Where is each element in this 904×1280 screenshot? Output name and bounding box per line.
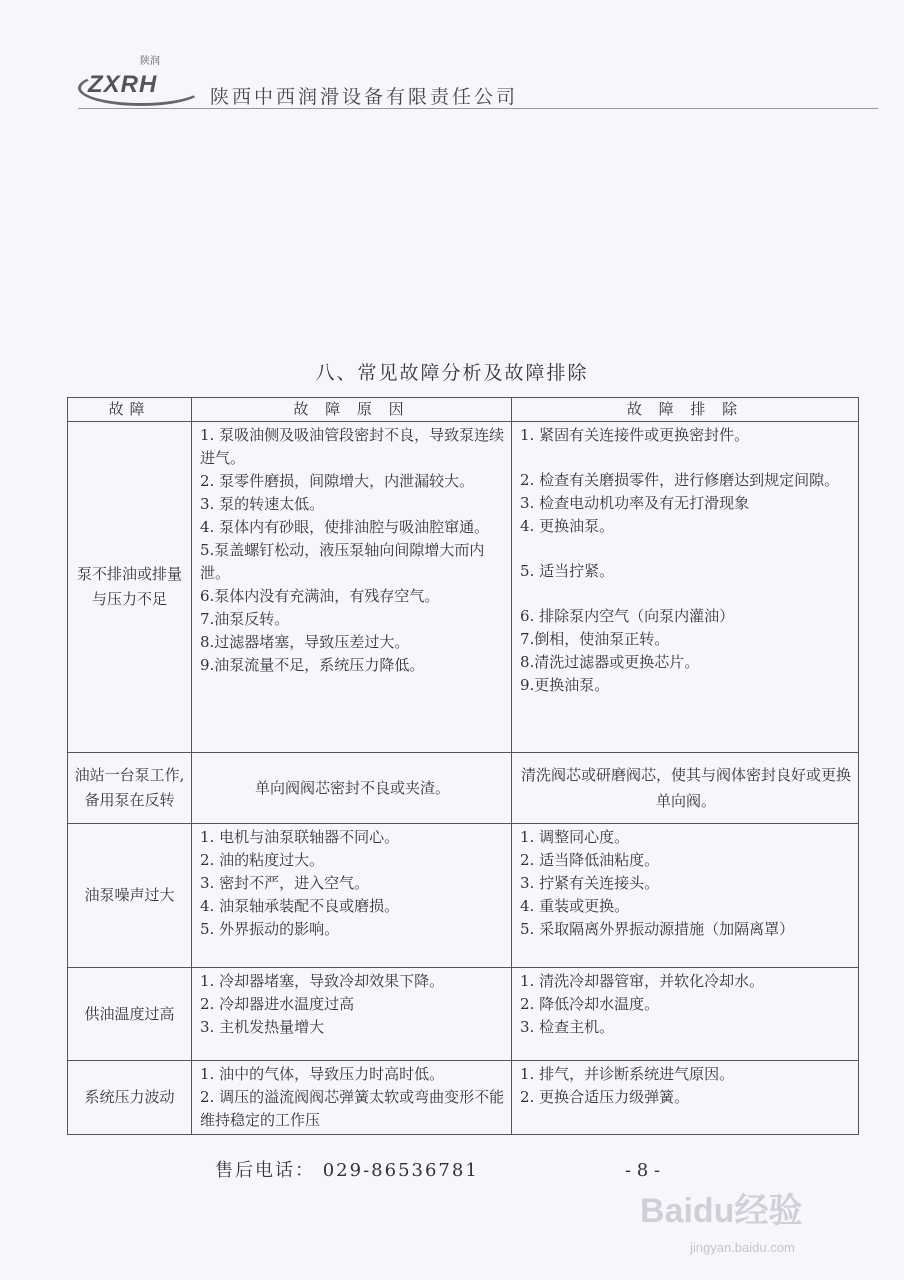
fault-cell: 泵不排油或排量与压力不足 bbox=[68, 422, 192, 753]
fault-cell: 系统压力波动 bbox=[68, 1061, 192, 1135]
cause-item: 4. 油泵轴承装配不良或磨损。 bbox=[200, 897, 400, 915]
cause-item: 1. 泵吸油侧及吸油管段密封不良，导致泵连续进气。 bbox=[200, 426, 505, 467]
remedy-item: 清洗阀芯或研磨阀芯，使其与阀体密封良好或更换单向阀。 bbox=[520, 766, 851, 810]
remedy-item: 2. 更换合适压力级弹簧。 bbox=[520, 1088, 690, 1106]
remedy-item: 3. 检查主机。 bbox=[520, 1018, 615, 1036]
cause-item: 6.泵体内没有充满油，有残存空气。 bbox=[200, 587, 440, 605]
company-name: 陕西中西润滑设备有限责任公司 bbox=[210, 86, 519, 108]
remedy-item: 6. 排除泵内空气（向泵内灌油） bbox=[520, 607, 735, 625]
cause-item: 9.油泵流量不足，系统压力降低。 bbox=[200, 656, 425, 674]
header-divider bbox=[78, 108, 878, 109]
logo-brand: ZXRH bbox=[88, 71, 158, 98]
fault-table bbox=[67, 397, 859, 1135]
fault-cell: 油泵噪声过大 bbox=[68, 824, 192, 968]
company-logo bbox=[78, 56, 203, 104]
remedy-cell bbox=[512, 1061, 859, 1135]
remedy-item: 1. 紧固有关连接件或更换密封件。 bbox=[520, 426, 750, 444]
remedy-item: 2. 检查有关磨损零件，进行修磨达到规定间隙。 bbox=[520, 471, 840, 489]
header-cause: 故 障 原 因 bbox=[192, 398, 512, 422]
cause-item: 7.油泵反转。 bbox=[200, 610, 290, 628]
section-title: 八、常见故障分析及故障排除 bbox=[315, 362, 589, 384]
fault-table-body bbox=[68, 422, 859, 1135]
fault-cell: 供油温度过高 bbox=[68, 968, 192, 1061]
fault-cell: 油站一台泵工作,备用泵在反转 bbox=[68, 753, 192, 824]
remedy-item: 5. 采取隔离外界振动源措施（加隔离罩） bbox=[520, 920, 795, 938]
remedy-item: 1. 排气，并诊断系统进气原因。 bbox=[520, 1065, 735, 1083]
remedy-item: 5. 适当拧紧。 bbox=[520, 562, 615, 580]
table-row bbox=[68, 1061, 859, 1135]
remedy-cell bbox=[512, 968, 859, 1061]
header-remedy: 故 障 排 除 bbox=[512, 398, 859, 422]
remedy-item: 3. 拧紧有关连接头。 bbox=[520, 874, 660, 892]
cause-cell bbox=[192, 824, 512, 968]
cause-item: 8.过滤器堵塞，导致压差过大。 bbox=[200, 633, 410, 651]
cause-cell bbox=[192, 1061, 512, 1135]
cause-item: 2. 泵零件磨损，间隙增大，内泄漏较大。 bbox=[200, 472, 475, 490]
remedy-item: 4. 重装或更换。 bbox=[520, 897, 630, 915]
remedy-item: 7.倒相，使油泵正转。 bbox=[520, 630, 670, 648]
cause-item: 5.泵盖螺钉松动，液压泵轴向间隙增大而内泄。 bbox=[200, 541, 485, 582]
cause-cell bbox=[192, 422, 512, 753]
remedy-item: 1. 清洗冷却器管窜，并软化冷却水。 bbox=[520, 972, 765, 990]
remedy-item: 9.更换油泵。 bbox=[520, 676, 610, 694]
remedy-cell bbox=[512, 824, 859, 968]
cause-item: 2. 油的粘度过大。 bbox=[200, 851, 325, 869]
cause-item: 单向阀阀芯密封不良或夹渣。 bbox=[254, 779, 450, 797]
cause-item: 5. 外界振动的影响。 bbox=[200, 920, 340, 938]
remedy-item: 8.清洗过滤器或更换芯片。 bbox=[520, 653, 700, 671]
remedy-item: 3. 检查电动机功率及有无打滑现象 bbox=[520, 494, 750, 512]
table-row bbox=[68, 968, 859, 1061]
remedy-item: 2. 适当降低油粘度。 bbox=[520, 851, 660, 869]
remedy-cell bbox=[512, 753, 859, 824]
cause-item: 2. 调压的溢流阀阀芯弹簧太软或弯曲变形不能维持稳定的工作压 bbox=[200, 1088, 505, 1129]
table-row bbox=[68, 422, 859, 753]
remedy-item: 2. 降低冷却水温度。 bbox=[520, 995, 660, 1013]
remedy-cell bbox=[512, 422, 859, 753]
cause-cell bbox=[192, 753, 512, 824]
cause-item: 3. 密封不严，进入空气。 bbox=[200, 874, 370, 892]
page-number: - 8 - bbox=[625, 1160, 661, 1181]
service-phone: 售后电话： 029-86536781 bbox=[215, 1160, 479, 1181]
table-row bbox=[68, 753, 859, 824]
cause-item: 4. 泵体内有砂眼，使排油腔与吸油腔窜通。 bbox=[200, 518, 490, 536]
cause-item: 3. 主机发热量增大 bbox=[200, 1018, 325, 1036]
header-fault: 故障 bbox=[68, 398, 192, 422]
baidu-watermark: Baidu经验 bbox=[640, 1192, 803, 1230]
remedy-item: 4. 更换油泵。 bbox=[520, 517, 615, 535]
cause-item: 2. 冷却器进水温度过高 bbox=[200, 995, 355, 1013]
table-row bbox=[68, 824, 859, 968]
cause-item: 3. 泵的转速太低。 bbox=[200, 495, 325, 513]
watermark-url: jingyan.baidu.com bbox=[690, 1240, 795, 1255]
cause-item: 1. 油中的气体，导致压力时高时低。 bbox=[200, 1065, 445, 1083]
remedy-item: 1. 调整同心度。 bbox=[520, 828, 630, 846]
cause-item: 1. 冷却器堵塞，导致冷却效果下降。 bbox=[200, 972, 445, 990]
cause-cell bbox=[192, 968, 512, 1061]
logo-small-text: 陕润 bbox=[140, 56, 160, 67]
cause-item: 1. 电机与油泵联轴器不同心。 bbox=[200, 828, 400, 846]
